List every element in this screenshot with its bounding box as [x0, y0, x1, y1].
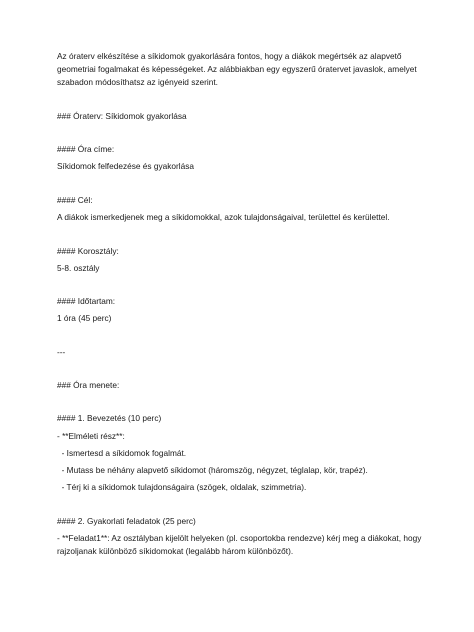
korosztaly-value: 5-8. osztály: [57, 263, 100, 273]
ora-cime-heading: #### Óra címe:: [57, 144, 115, 154]
menete-heading: ### Óra menete:: [57, 380, 120, 390]
plan-title: ### Óraterv: Síkidomok gyakorlása: [57, 111, 187, 121]
gyakorlati-heading: #### 2. Gyakorlati feladatok (25 perc): [57, 516, 196, 526]
intro-line-2: geometriai fogalmakat és képességeket. Az alábbiakban egy egyszerű óratervet javaslok, amelyet: [57, 64, 417, 74]
bevezetes-item: - **Elméleti rész**:: [57, 431, 125, 441]
bevezetes-heading: #### 1. Bevezetés (10 perc): [57, 413, 162, 423]
intro-line-3: szabadon módosíthatsz az igényeid szerint.: [57, 77, 218, 87]
idotartam-value: 1 óra (45 perc): [57, 313, 112, 323]
cel-heading: #### Cél:: [57, 195, 93, 205]
bevezetes-item: - Térj ki a síkidomok tulajdonságaira (szögek, oldalak, szimmetria).: [57, 482, 307, 492]
bevezetes-item: - Ismertesd a síkidomok fogalmát.: [57, 448, 187, 458]
bevezetes-item: - Mutass be néhány alapvető síkidomot (háromszög, négyzet, téglalap, kör, trapéz).: [57, 465, 368, 475]
gyakorlati-item: - **Feladat1**: Az osztályban kijelölt helyeken (pl. csoportokba rendezve) kérj meg a diákokat, hogy: [57, 533, 422, 543]
korosztaly-heading: #### Korosztály:: [57, 246, 119, 256]
cel-value: A diákok ismerkedjenek meg a síkidomokkal, azok tulajdonságaival, területtel és kerülettel.: [57, 212, 390, 222]
ora-cime-value: Síkidomok felfedezése és gyakorlása: [57, 161, 194, 171]
gyakorlati-item: rajzoljanak különböző síkidomokat (legalább három különbözőt).: [57, 546, 294, 556]
separator: ---: [57, 347, 66, 357]
idotartam-heading: #### Időtartam:: [57, 296, 116, 306]
intro-line-1: Az óraterv elkészítése a síkidomok gyakorlására fontos, hogy a diákok megértsék az alapvető: [57, 51, 402, 61]
